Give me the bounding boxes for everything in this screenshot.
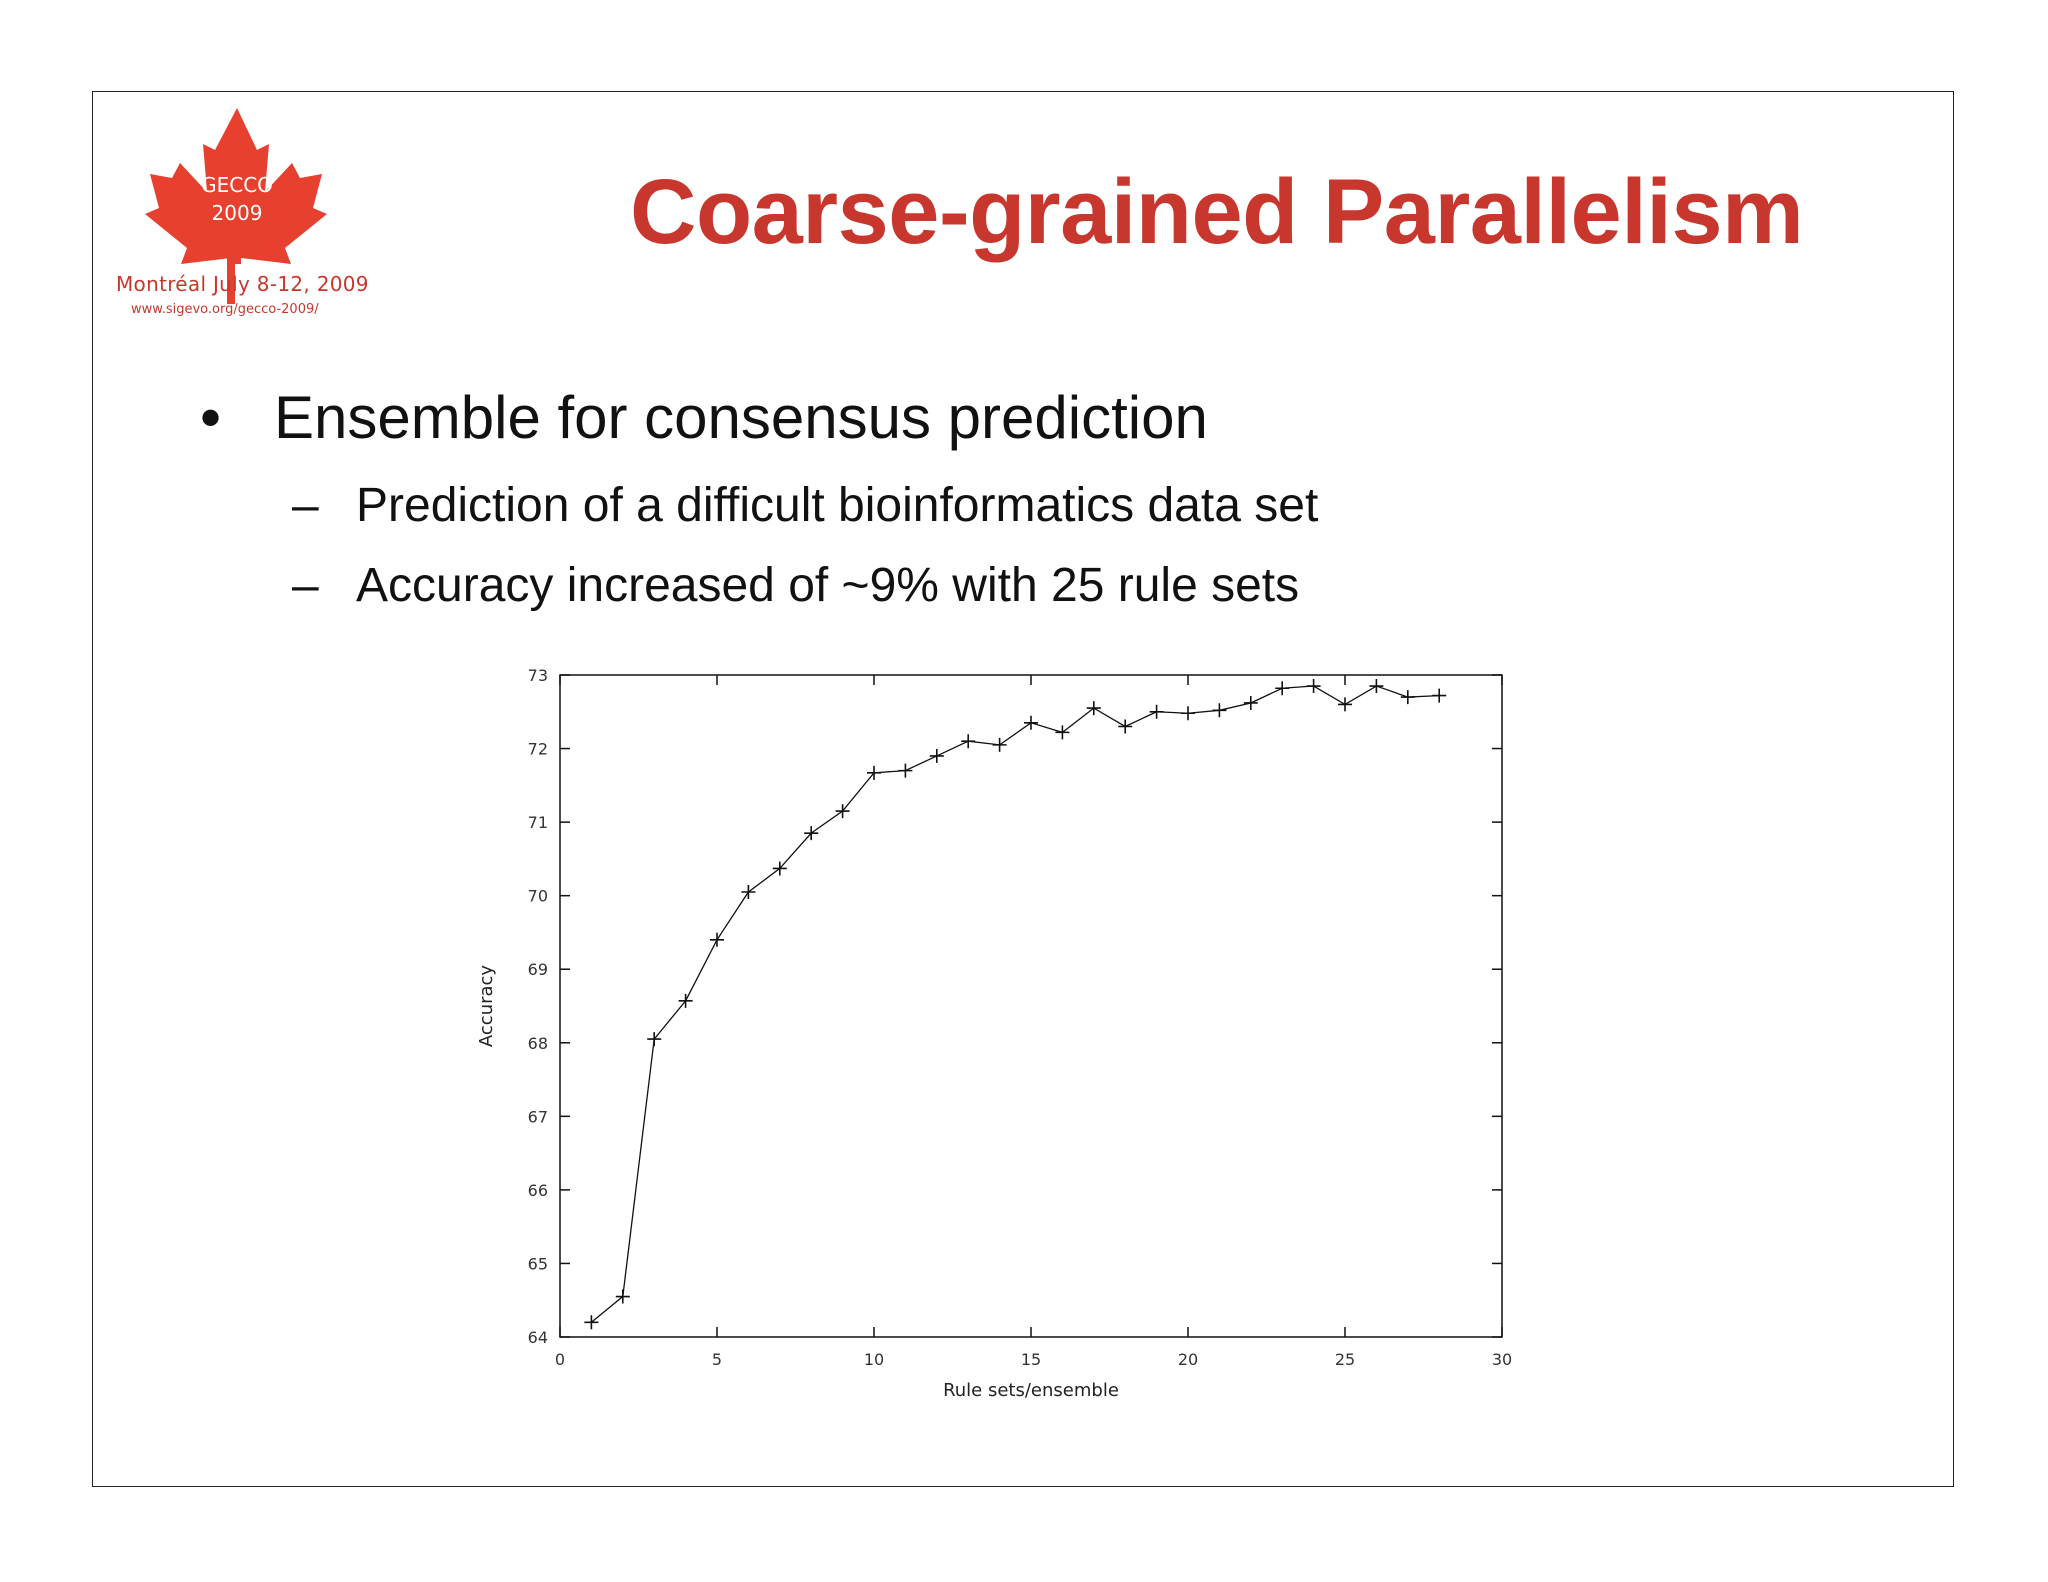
slide-title: Coarse-grained Parallelism <box>630 161 1804 263</box>
y-tick-label: 64 <box>527 1328 548 1347</box>
sub-bullet-marker: – <box>292 559 319 612</box>
data-point-marker <box>647 1032 661 1046</box>
data-point-marker <box>961 734 975 748</box>
y-tick-label: 69 <box>527 960 548 980</box>
y-tick-label: 72 <box>527 739 548 759</box>
x-axis-label: Rule sets/ensemble <box>943 1380 1119 1401</box>
data-point-marker <box>741 885 755 899</box>
x-tick-label: 30 <box>1491 1350 1513 1369</box>
data-point-marker <box>898 764 912 778</box>
y-tick-label: 67 <box>527 1107 548 1127</box>
y-tick-label: 71 <box>527 813 548 833</box>
data-point-marker <box>1244 696 1258 710</box>
data-point-marker <box>584 1315 598 1329</box>
data-point-marker <box>1181 706 1195 720</box>
series-line <box>591 686 1439 1322</box>
bullet-text: Ensemble for consensus prediction <box>274 384 1208 451</box>
data-point-marker <box>1432 689 1446 703</box>
data-point-marker <box>1212 703 1226 717</box>
data-point-marker <box>1338 697 1352 711</box>
y-tick-label: 68 <box>527 1033 548 1053</box>
x-tick-label: 20 <box>1177 1350 1199 1369</box>
bullet-marker: • <box>200 384 222 451</box>
x-tick-label: 0 <box>554 1350 566 1369</box>
data-point-marker <box>836 804 850 818</box>
y-tick-label: 65 <box>527 1254 548 1274</box>
data-point-marker <box>710 933 724 947</box>
data-point-marker <box>867 766 881 780</box>
data-point-marker <box>993 738 1007 752</box>
data-point-marker <box>1369 679 1383 693</box>
data-point-marker <box>1307 679 1321 693</box>
x-tick-label: 10 <box>863 1350 885 1369</box>
data-point-marker <box>930 749 944 763</box>
data-point-marker <box>616 1290 630 1304</box>
logo-city-date: Montréal July 8-12, 2009 <box>116 272 369 296</box>
data-point-marker <box>1087 701 1101 715</box>
data-point-marker <box>1275 681 1289 695</box>
sub-bullet-text: Prediction of a difficult bioinformatics data set <box>356 479 1319 532</box>
logo-line1: GECCO <box>201 173 273 197</box>
data-point-marker <box>1401 690 1415 704</box>
sub-bullet-marker: – <box>292 479 319 532</box>
y-tick-label: 73 <box>527 666 548 685</box>
y-tick-label: 66 <box>527 1180 548 1200</box>
data-point-marker <box>1024 716 1038 730</box>
plot-frame <box>560 675 1502 1337</box>
logo-line2: 2009 <box>211 201 263 225</box>
sub-bullet-text: Accuracy increased of ~9% with 25 rule sets <box>356 559 1300 612</box>
data-point-marker <box>1118 719 1132 733</box>
logo-url: www.sigevo.org/gecco-2009/ <box>131 302 319 317</box>
x-tick-label: 25 <box>1334 1350 1356 1369</box>
y-axis-label: Accuracy <box>476 964 497 1048</box>
data-point-marker <box>1150 705 1164 719</box>
x-tick-label: 15 <box>1020 1350 1042 1369</box>
data-point-marker <box>1055 725 1069 739</box>
x-tick-label: 5 <box>711 1350 723 1369</box>
y-tick-label: 70 <box>527 886 548 906</box>
data-point-marker <box>679 994 693 1008</box>
